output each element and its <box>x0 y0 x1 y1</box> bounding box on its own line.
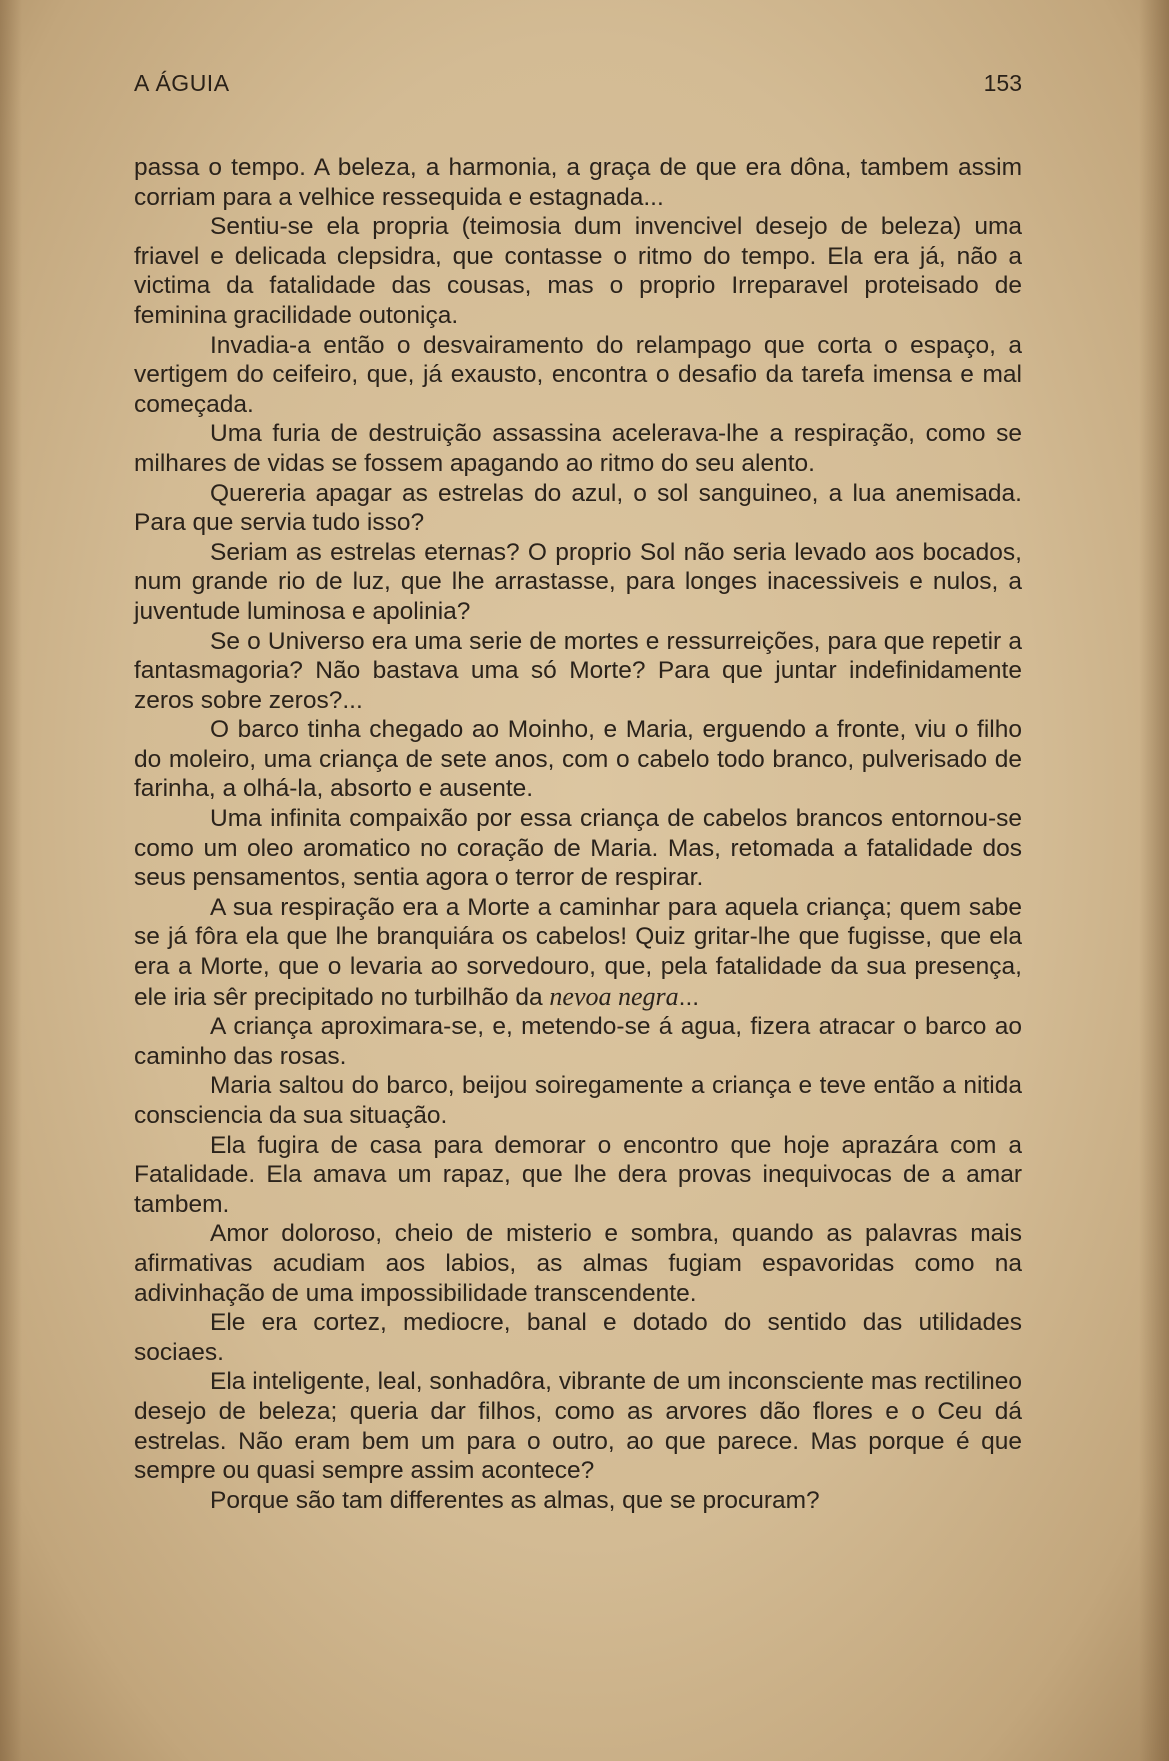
page-right-shadow <box>1139 0 1169 1761</box>
paragraph: Se o Universo era uma serie de mortes e ressurreições, para que repetir a fantasmagoria? Não bastava uma só Morte? Para que juntar indefinidamente zeros sobre zeros?... <box>134 627 1022 714</box>
journal-title: A ÁGUIA <box>134 70 230 96</box>
page-left-shadow <box>0 0 22 1761</box>
paragraph: Maria saltou do barco, beijou soiregamente a criança e teve então a nitida consciencia da sua situação. <box>134 1072 1022 1129</box>
paragraph: passa o tempo. A beleza, a harmonia, a graça de que era dôna, tambem assim corriam para a velhice ressequida e estagnada... <box>134 154 1022 211</box>
paragraph: Amor doloroso, cheio de misterio e sombra, quando as palavras mais afirmativas acudiam aos labios, as almas fugiam espavoridas como na adivinhação de uma impossibilidade transcendente. <box>134 1220 1022 1307</box>
body-text <box>134 153 1022 1515</box>
page-number: 153 <box>983 70 1022 96</box>
paragraph: A criança aproximara-se, e, metendo-se á agua, fizera atracar o barco ao caminho das rosas. <box>134 1013 1022 1070</box>
running-header <box>134 70 1022 104</box>
paragraph: Ela inteligente, leal, sonhadôra, vibrante de um inconsciente mas rectilineo desejo de beleza; queria dar filhos, como as arvores dão flores e o Ceu dá estrelas. Não eram bem um para o outro, ao que parece. Mas porque é que sempre ou quasi sempre assim acontece? <box>134 1368 1022 1485</box>
italic-phrase: nevoa negra <box>549 981 679 1011</box>
paragraph: Uma infinita compaixão por essa criança de cabelos brancos entornou-se como um oleo aromatico no coração de Maria. Mas, retomada a fatalidade dos seus pensamentos, sentia agora o terror de respirar. <box>134 805 1022 892</box>
paragraph: Invadia-a então o desvairamento do relampago que corta o espaço, a vertigem do ceifeiro, que, já exausto, encontra o desafio da tarefa imensa e mal começada. <box>134 331 1022 418</box>
paragraph: Seriam as estrelas eternas? O proprio Sol não seria levado aos bocados, num grande rio de luz, que lhe arrastasse, para longes inacessiveis e nulos, a juventude luminosa e apolinia? <box>134 538 1022 625</box>
paragraph: Uma furia de destruição assassina acelerava-lhe a respiração, como se milhares de vidas se fossem apagando ao ritmo do seu alento. <box>134 420 1022 477</box>
paragraph <box>134 893 1022 1012</box>
paragraph: Sentiu-se ela propria (teimosia dum invencivel desejo de beleza) uma friavel e delicada clepsidra, que contasse o ritmo do tempo. Ela era já, não a victima da fatalidade das cousas, mas o proprio Irreparavel proteisado de feminina gracilidade outoniça. <box>134 213 1022 329</box>
paragraph: Ela fugira de casa para demorar o encontro que hoje aprazára com a Fatalidade. Ela amava um rapaz, que lhe dera provas inequivocas de a amar tambem. <box>134 1131 1022 1218</box>
paragraph: Quereria apagar as estrelas do azul, o sol sanguineo, a lua anemisada. Para que servia tudo isso? <box>134 479 1022 537</box>
paragraph-text: A sua respiração era a Morte a caminhar para aquela criança; quem sabe se já fôra ela que lhe branquiára os cabelos! Quiz gritar-lhe que fugisse, que ela era a Morte, que o levaria ao sorvedouro, que, pela fatalidade da sua presença, ele iria sêr precipitado no turbilhão da <box>134 893 1022 1011</box>
paragraph: O barco tinha chegado ao Moinho, e Maria, erguendo a fronte, viu o filho do moleiro, uma criança de sete anos, com o cabelo todo branco, pulverisado de farinha, a olhá-la, absorto e ausente. <box>134 716 1022 803</box>
paragraph: Ele era cortez, mediocre, banal e dotado do sentido das utilidades sociaes. <box>134 1309 1022 1366</box>
paragraph: Porque são tam differentes as almas, que se procuram? <box>210 1486 820 1514</box>
ellipsis: ... <box>678 983 700 1011</box>
